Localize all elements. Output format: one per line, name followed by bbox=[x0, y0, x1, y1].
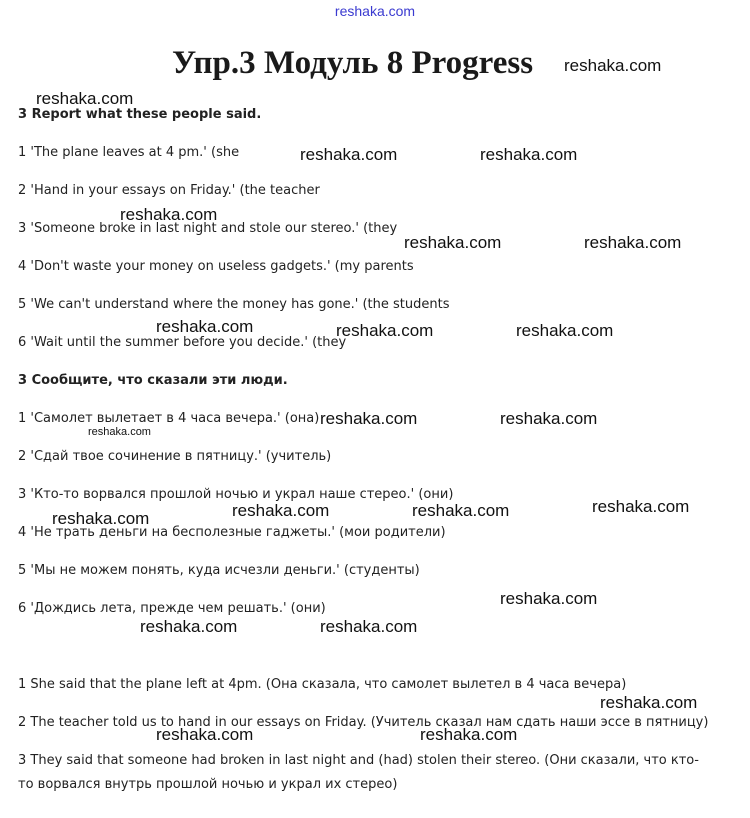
watermark: reshaka.com bbox=[320, 409, 418, 428]
task-ru-item: 4 'Не трать деньги на бесполезные гаджеты.' (мои родители) bbox=[18, 525, 446, 540]
watermark: reshaka.com bbox=[156, 725, 254, 744]
watermark: reshaka.com bbox=[52, 509, 150, 528]
task-en-item: 5 'We can't understand where the money has gone.' (the students bbox=[18, 297, 450, 312]
watermark: reshaka.com bbox=[480, 145, 578, 164]
watermark: reshaka.com bbox=[500, 409, 598, 428]
watermark: reshaka.com bbox=[120, 205, 218, 224]
watermark: reshaka.com bbox=[600, 693, 698, 712]
task-en-item: 1 'The plane leaves at 4 pm.' (she bbox=[18, 145, 240, 160]
watermark: reshaka.com bbox=[592, 497, 690, 516]
watermark: reshaka.com bbox=[36, 89, 134, 108]
watermark: reshaka.com bbox=[412, 501, 510, 520]
task-en-heading: 3 Report what these people said. bbox=[18, 107, 262, 122]
watermark: reshaka.com bbox=[140, 617, 238, 636]
answer-line: то ворвался внутрь прошлой ночью и украл их стерео) bbox=[18, 777, 398, 792]
task-en-item: 4 'Don't waste your money on useless gadgets.' (my parents bbox=[18, 259, 414, 274]
watermark: reshaka.com bbox=[156, 317, 254, 336]
answer-line: 2 The teacher told us to hand in our essays on Friday. (Учитель сказал нам сдать наши эссе в пятницу) bbox=[18, 715, 709, 730]
task-en-item: 6 'Wait until the summer before you decide.' (they bbox=[18, 335, 347, 350]
watermark: reshaka.com bbox=[516, 321, 614, 340]
answer-line: 3 They said that someone had broken in last night and (had) stolen their stereo. (Они сказали, что кто- bbox=[18, 753, 699, 768]
task-en-item: 3 'Someone broke in last night and stole our stereo.' (they bbox=[18, 221, 398, 236]
task-ru-heading: 3 Сообщите, что сказали эти люди. bbox=[18, 373, 288, 388]
task-ru-item: 6 'Дождись лета, прежде чем решать.' (они) bbox=[18, 601, 326, 616]
answer-line: 1 She said that the plane left at 4pm. (Она сказала, что самолет вылетел в 4 часа вечера) bbox=[18, 677, 627, 692]
watermark: reshaka.com bbox=[500, 589, 598, 608]
site-link[interactable]: reshaka.com bbox=[334, 3, 416, 19]
watermark: reshaka.com bbox=[564, 56, 662, 75]
task-ru-item: 5 'Мы не можем понять, куда исчезли деньги.' (студенты) bbox=[18, 563, 420, 578]
page-title: Упр.3 Модуль 8 Progress bbox=[172, 45, 534, 81]
watermark: reshaka.com bbox=[88, 426, 151, 438]
task-ru-item: 3 'Кто-то ворвался прошлой ночью и украл наше стерео.' (они) bbox=[18, 487, 454, 502]
watermark: reshaka.com bbox=[404, 233, 502, 252]
watermark: reshaka.com bbox=[320, 617, 418, 636]
watermark: reshaka.com bbox=[300, 145, 398, 164]
watermark: reshaka.com bbox=[420, 725, 518, 744]
task-ru-item: 2 'Сдай твое сочинение в пятницу.' (учитель) bbox=[18, 449, 332, 464]
watermark: reshaka.com bbox=[584, 233, 682, 252]
watermark: reshaka.com bbox=[336, 321, 434, 340]
task-en-item: 2 'Hand in your essays on Friday.' (the teacher bbox=[18, 183, 320, 198]
watermark: reshaka.com bbox=[232, 501, 330, 520]
task-ru-item: 1 'Самолет вылетает в 4 часа вечера.' (она) bbox=[18, 411, 320, 426]
